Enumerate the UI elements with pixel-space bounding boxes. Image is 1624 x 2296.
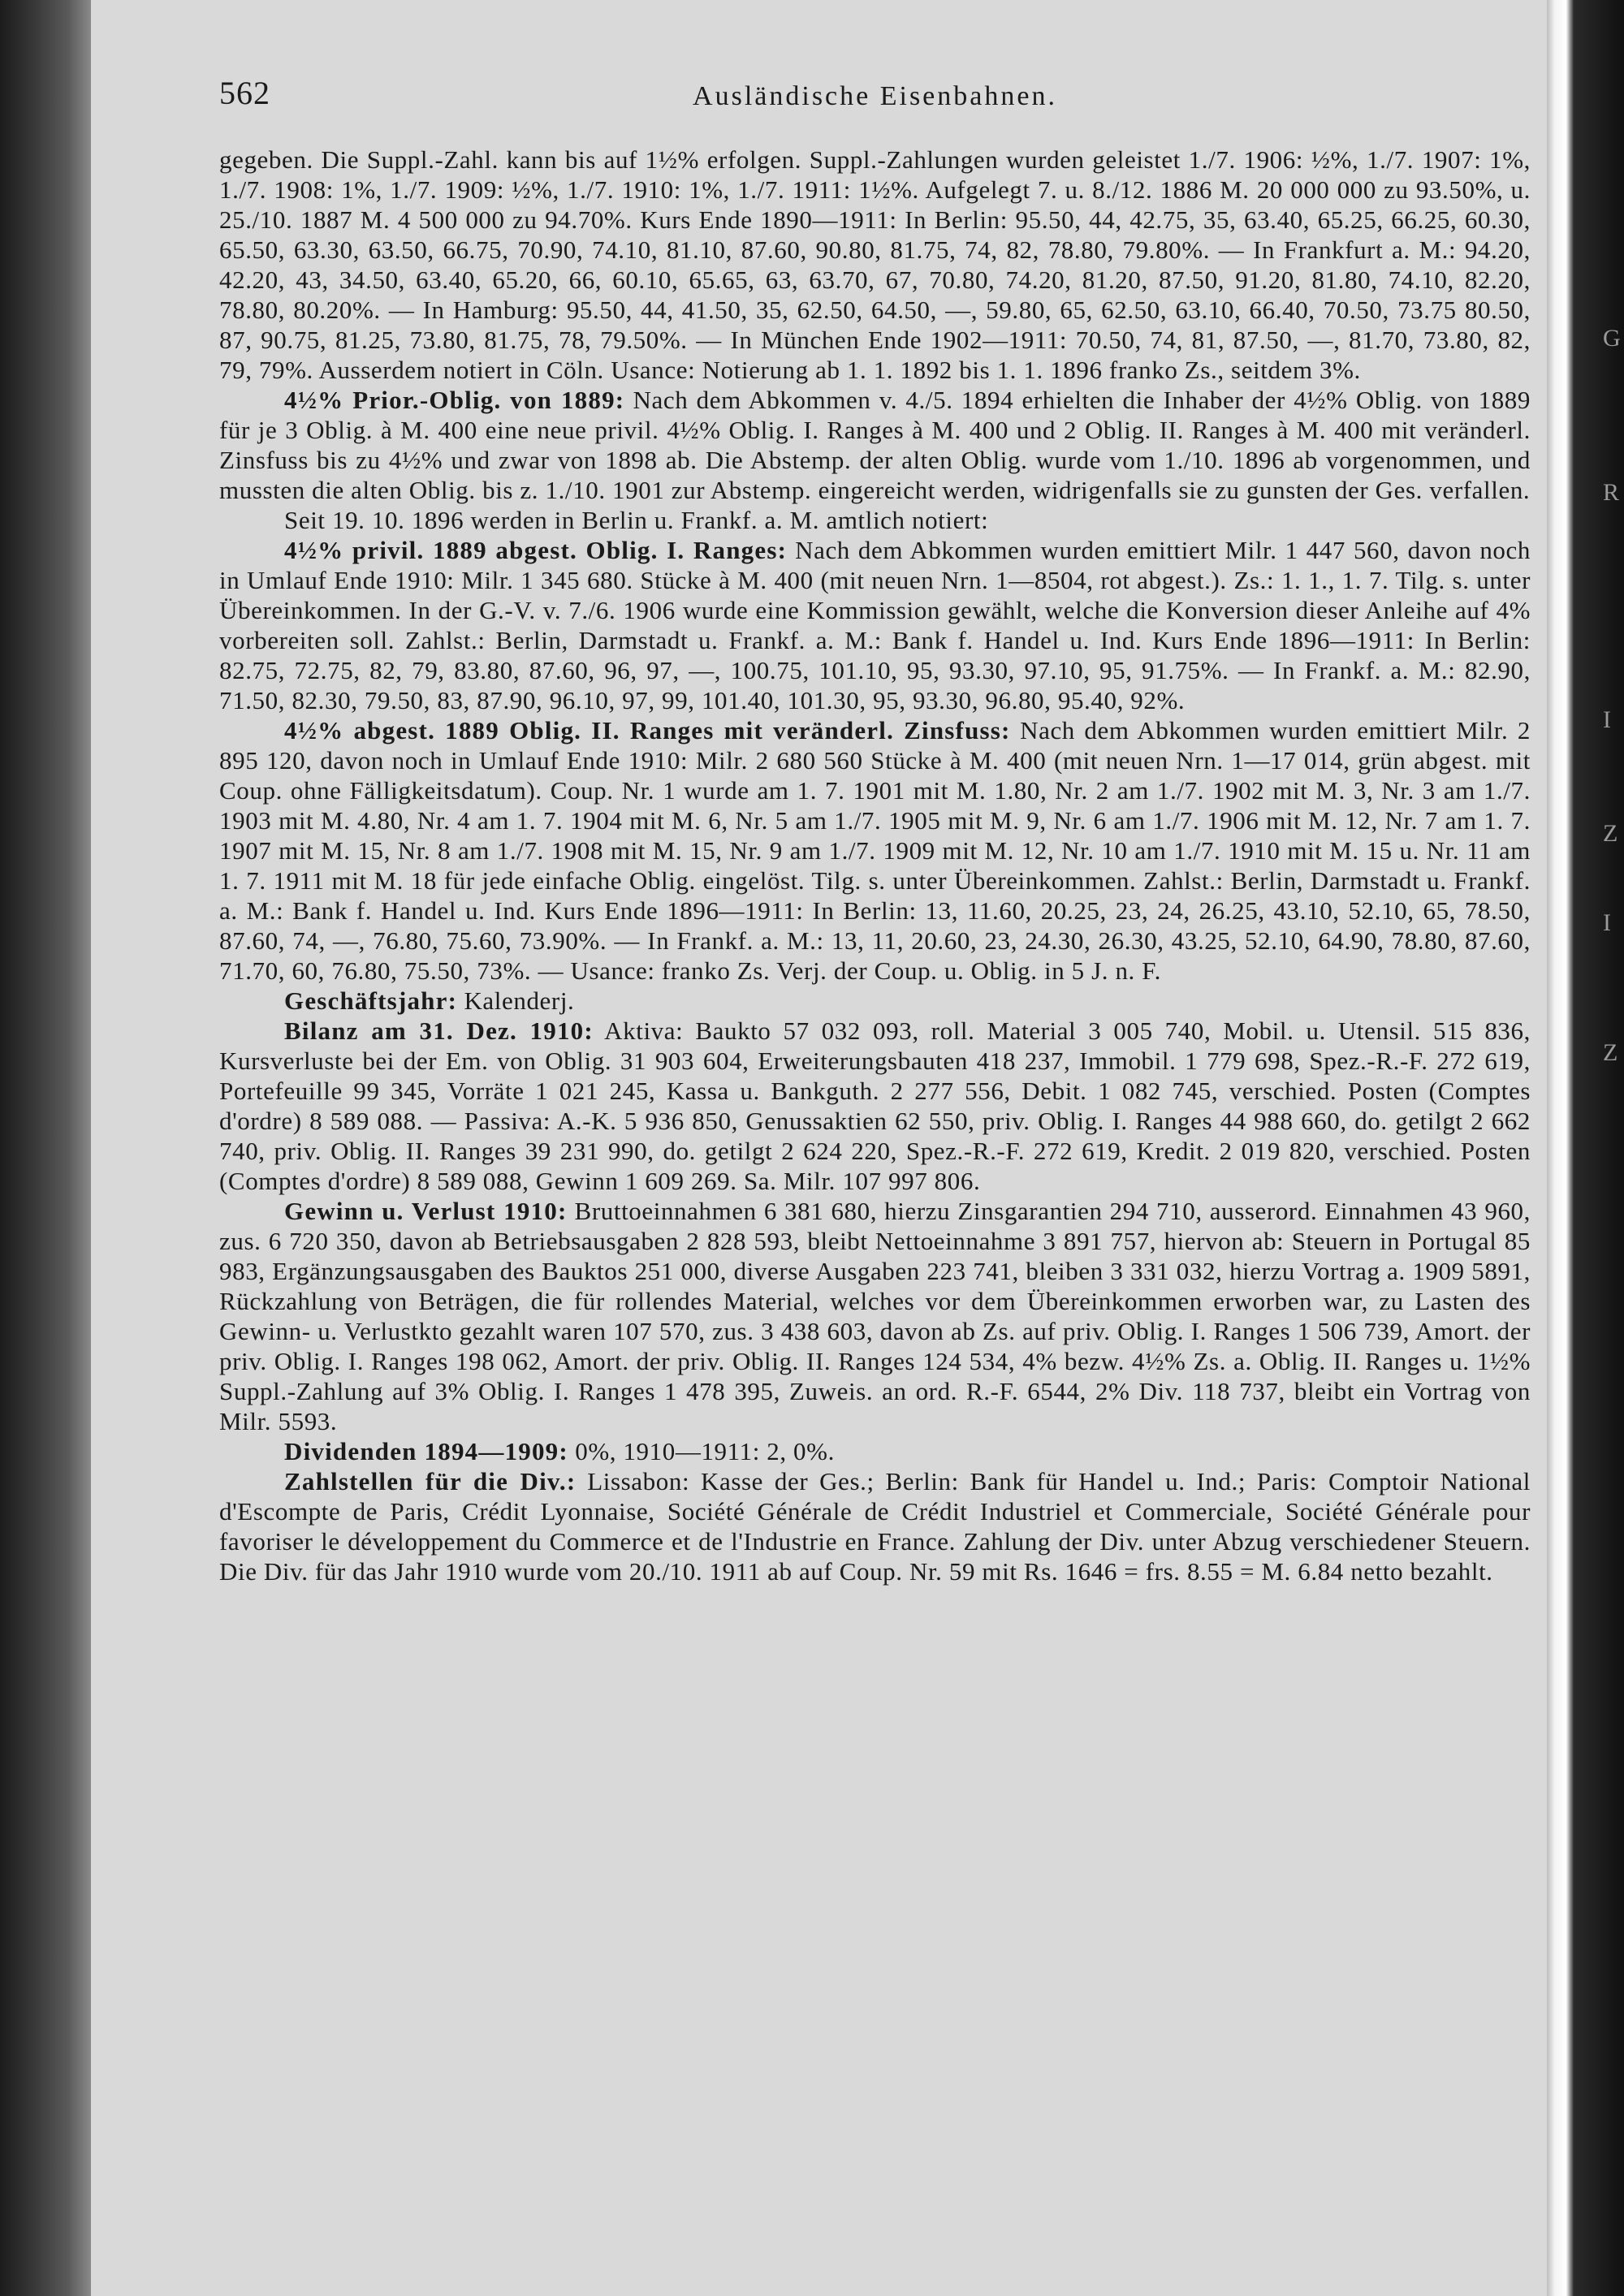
book-binding-shadow <box>0 0 91 2296</box>
paragraph-prior-oblig: 4½% Prior.-Oblig. von 1889: Nach dem Abkommen v. 4./5. 1894 erhielten die Inhaber der 4½% Oblig. von 1889 für je 3 Oblig. à M. 400 eine neue privil. 4½% Oblig. I. Ranges à M. 400 und 2 Oblig. II. Ranges à M. 400 mit veränderl. Zinsfuss bis zu 4½% und zwar von 1898 ab. Die Abstemp. der alten Oblig. wurde vom 1./10. 1896 ab vorgenommen, und mussten die alten Oblig. bis z. 1./10. 1901 zur Abstemp. eingereicht werden, widrigenfalls sie zu gunsten der Ges. verfallen. <box>219 386 1531 504</box>
paragraph-fiscal-year: Geschäftsjahr: Kalenderj. <box>284 986 575 1015</box>
paragraph-continuation: gegeben. Die Suppl.-Zahl. kann bis auf 1½% erfolgen. Suppl.-Zahlungen wurden geleistet 1./7. 1906: ½%, 1./7. 1907: 1%, 1./7. 1908: 1%, 1./7. 1909: ½%, 1./7. 1910: 1%, 1./7. 1911: 1½%. Aufgelegt 7. u. 8./12. 1886 M. 20 000 000 zu 93.50%, u. 25./10. 1887 M. 4 500 000 zu 94.70%. Kurs Ende 1890—1911: In Berlin: 95.50, 44, 42.75, 35, 63.40, 65.25, 66.25, 60.30, 65.50, 63.30, 63.50, 66.75, 70.90, 74.10, 81.10, 87.60, 90.80, 81.75, 74, 82, 78.80, 79.80%. — In Frankfurt a. M.: 94.20, 42.20, 43, 34.50, 63.40, 65.20, 66, 60.10, 65.65, 63, 63.70, 67, 70.80, 74.20, 81.20, 87.50, 91.20, 81.80, 74.10, 82.20, 78.80, 80.20%. — In Hamburg: 95.50, 44, 41.50, 35, 62.50, 64.50, —, 59.80, 65, 62.50, 63.10, 66.40, 70.50, 73.75 80.50, 87, 90.75, 81.25, 73.80, 81.75, 78, 79.50%. — In München Ende 1902—1911: 70.50, 74, 81, 87.50, —, 81.70, 73.80, 82, 79, 79%. Ausserdem notiert in Cöln. Usance: Notierung ab 1. 1. 1892 bis 1. 1. 1896 franko Zs., seitdem 3%. <box>219 145 1531 384</box>
paragraph-notice: Seit 19. 10. 1896 werden in Berlin u. Frankf. a. M. amtlich notiert: <box>284 506 989 534</box>
section-heading: 4½% Prior.-Oblig. von 1889: <box>284 386 625 414</box>
running-head: Ausländische Eisenbahnen. <box>693 81 1057 111</box>
paragraph-dividends: Dividenden 1894—1909: 0%, 1910—1911: 2, 0%. <box>284 1437 835 1465</box>
paragraph-oblig-rank-2: 4½% abgest. 1889 Oblig. II. Ranges mit veränderl. Zinsfuss: Nach dem Abkommen wurden emittiert Milr. 2 895 120, davon noch in Umlauf Ende 1910: Milr. 2 680 560 Stücke à M. 400 (mit neuen Nrn. 1—17 014, grün abgest. mit Coup. ohne Fälligkeitsdatum). Coup. Nr. 1 wurde am 1. 7. 1901 mit M. 1.80, Nr. 2 am 1./7. 1902 mit M. 3, Nr. 3 am 1./7. 1903 mit M. 4.80, Nr. 4 am 1. 7. 1904 mit M. 6, Nr. 5 am 1./7. 1905 mit M. 9, Nr. 6 am 1./7. 1906 mit M. 12, Nr. 7 am 1. 7. 1907 mit M. 15, Nr. 8 am 1./7. 1908 mit M. 15, Nr. 9 am 1./7. 1909 mit M. 12, Nr. 10 am 1./7. 1910 mit M. 15 u. Nr. 11 am 1. 7. 1911 mit M. 18 für jede einfache Oblig. eingelöst. Tilg. s. unter Übereinkommen. Zahlst.: Berlin, Darmstadt u. Frankf. a. M.: Bank f. Handel u. Ind. Kurs Ende 1896—1911: In Berlin: 13, 11.60, 20.25, 23, 24, 26.25, 43.10, 52.10, 65, 78.50, 87.60, 74, —, 76.80, 75.60, 73.90%. — In Frankf. a. M.: 13, 11, 20.60, 23, 24.30, 26.30, 43.25, 52.10, 64.90, 78.80, 87.60, 71.70, 60, 76.80, 75.50, 73%. — Usance: franko Zs. Verj. der Coup. u. Oblig. in 5 J. n. F. <box>219 716 1531 985</box>
section-heading: 4½% abgest. 1889 Oblig. II. Ranges mit veränderl. Zinsfuss: <box>284 716 1011 744</box>
paragraph-profit-loss: Gewinn u. Verlust 1910: Bruttoeinnahmen 6 381 680, hierzu Zinsgarantien 294 710, ausserord. Einnahmen 43 960, zus. 6 720 350, davon ab Betriebsausgaben 2 828 593, bleibt Nettoeinnahme 3 891 757, hiervon ab: Steuern in Portugal 85 983, Ergänzungsausgaben des Bauktos 251 000, diverse Ausgaben 223 741, bleiben 3 331 032, hierzu Vortrag a. 1909 5891, Rückzahlung von Beträgen, die für rollendes Material, welches vor dem Übereinkommen erworben war, zu Lasten des Gewinn- u. Verlustkto gezahlt waren 107 570, zus. 3 438 603, davon ab Zs. auf priv. Oblig. I. Ranges 1 506 739, Amort. der priv. Oblig. I. Ranges 198 062, Amort. der priv. Oblig. II. Ranges 124 534, 4% bezw. 4½% Zs. a. Oblig. II. Ranges u. 1½% Suppl.-Zahlung auf 3% Oblig. I. Ranges 1 478 395, Zuweis. an ord. R.-F. 6544, 2% Div. 118 737, bleibt ein Vortrag von Milr. 5593. <box>219 1197 1531 1435</box>
section-heading: Dividenden 1894—1909: <box>284 1437 568 1465</box>
section-heading: Bilanz am 31. Dez. 1910: <box>284 1016 594 1045</box>
page-number: 562 <box>219 75 270 111</box>
paragraph-balance-sheet: Bilanz am 31. Dez. 1910: Aktiva: Baukto 57 032 093, roll. Material 3 005 740, Mobil. u. Utensil. 515 836, Kursverluste bei der Em. von Oblig. 31 903 604, Erweiterungsbauten 418 237, Immobil. 1 779 698, Spez.-R.-F. 272 619, Portefeuille 99 345, Vorräte 1 021 245, Kassa u. Bankguth. 2 277 556, Debit. 1 082 745, verschied. Posten (Comptes d'ordre) 8 589 088. — Passiva: A.-K. 5 936 850, Genussaktien 62 550, priv. Oblig. I. Ranges 44 988 660, do. getilgt 2 662 740, priv. Oblig. II. Ranges 39 231 990, do. getilgt 2 624 220, Spez.-R.-F. 272 619, Kredit. 2 019 820, verschied. Posten (Comptes d'ordre) 8 589 088, Gewinn 1 609 269. Sa. Milr. 107 997 806. <box>219 1016 1531 1195</box>
adjacent-page-margin: G R I Z I Z <box>1603 325 1621 1066</box>
page-header <box>219 75 1531 127</box>
paragraph-oblig-rank-1: 4½% privil. 1889 abgest. Oblig. I. Ranges: Nach dem Abkommen wurden emittiert Milr. 1 447 560, davon noch in Umlauf Ende 1910: Milr. 1 345 680. Stücke à M. 400 (mit neuen Nrn. 1—8504, rot abgest.). Zs.: 1. 1., 1. 7. Tilg. s. unter Übereinkommen. In der G.-V. v. 7./6. 1906 wurde eine Kommission gewählt, welche die Konversion dieser Anleihe auf 4% vorbereiten soll. Zahlst.: Berlin, Darmstadt u. Frankf. a. M.: Bank f. Handel u. Ind. Kurs Ende 1896—1911: In Berlin: 82.75, 72.75, 82, 79, 83.80, 87.60, 96, 97, —, 100.75, 101.10, 95, 93.30, 97.10, 95, 91.75%. — In Frankf. a. M.: 82.90, 71.50, 82.30, 79.50, 83, 87.90, 96.10, 97, 99, 101.40, 101.30, 95, 93.30, 96.80, 95.40, 92%. <box>219 536 1531 714</box>
section-heading: Gewinn u. Verlust 1910: <box>284 1197 568 1225</box>
section-heading: Zahlstellen für die Div.: <box>284 1467 577 1495</box>
section-heading: Geschäftsjahr: <box>284 986 458 1015</box>
section-heading: 4½% privil. 1889 abgest. Oblig. I. Ranges: <box>284 536 788 564</box>
paragraph-paying-agents: Zahlstellen für die Div.: Lissabon: Kasse der Ges.; Berlin: Bank für Handel u. Ind.; Paris: Comptoir National d'Escompte de Paris, Crédit Lyonnaise, Société Générale de Crédit Industriel et Commerciale, Société Générale pour favoriser le développement du Commerce et de l'Industrie en France. Zahlung der Div. unter Abzug verschiedener Steuern. Die Div. für das Jahr 1910 wurde vom 20./10. 1911 ab auf Coup. Nr. 59 mit Rs. 1646 = frs. 8.55 = M. 6.84 netto bezahlt. <box>219 1467 1531 1586</box>
page-content <box>219 75 1531 1586</box>
